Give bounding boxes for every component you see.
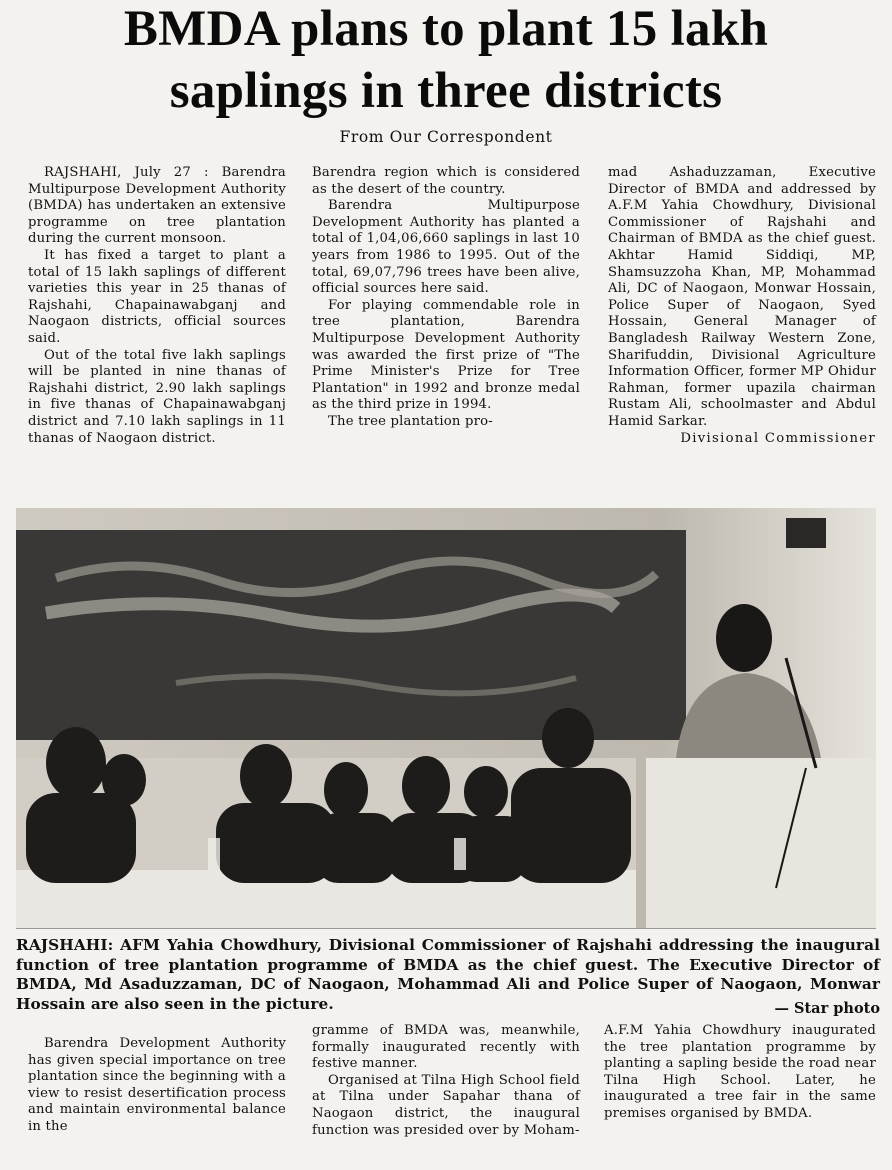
paragraph: It has fixed a target to plant a total of 15 lakh saplings of different varieties this year in 25 thanas of Rajshahi, Chapainawabganj and Naogaon districts, official sources said. bbox=[28, 247, 286, 346]
article-column-2 bbox=[312, 165, 580, 431]
banner bbox=[16, 530, 686, 740]
photo-image bbox=[16, 508, 876, 928]
podium bbox=[646, 758, 876, 928]
paragraph: Organised at Tilna High School field at Tilna under Sapahar thana of Naogaon district, the inaugural function was presided over by Moham- bbox=[312, 1072, 580, 1138]
paragraph: For playing commendable role in tree plantation, Barendra Multipurpose Development Authority was awarded the first prize of "The Prime Minister's Prize for Tree Plantation" in 1992 and bronze medal as the third prize in 1994. bbox=[312, 297, 580, 413]
paragraph: Divisional Commissioner bbox=[680, 430, 876, 446]
paragraph: Barendra Development Authority has given special importance on tree plantation since the beginning with a view to resist desertification process and maintain environmental balance in the bbox=[28, 1036, 286, 1134]
paragraph: The tree plantation pro- bbox=[328, 413, 493, 429]
speaker bbox=[716, 604, 772, 672]
article-column-1 bbox=[28, 165, 286, 447]
photo-caption: RAJSHAHI: AFM Yahia Chowdhury, Divisional Commissioner of Rajshahi addressing the inaugural function of tree plantation programme of BMDA as the chief guest. The Executive Director of BMDA, Md Asaduzzaman, DC of Naogaon, Mohammad Ali and Police Super of Naogaon, Monwar Hossain are also seen in the picture. bbox=[16, 936, 880, 1013]
article-column-5 bbox=[312, 1023, 580, 1139]
paragraph: A.F.M Yahia Chowdhury inaugurated the tree plantation programme by planting a sapling beside the road near Tilna High School. Later, he inaugurated a tree fair in the same premises organised by BMDA. bbox=[604, 1023, 876, 1121]
article-column-3 bbox=[608, 165, 876, 447]
paragraph: mad Ashaduzzaman, Executive Director of BMDA and addressed by A.F.M Yahia Chowdhury, Divisional Commissioner of Rajshahi and Chairman of BMDA as the chief guest. Akhtar Hamid Siddiqi, MP, Shamsuzzoha Khan, MP, Mohammad Ali, DC of Naogaon, Monwar Hossain, Police Super of Naogaon, Syed Hossain, General Manager of Bangladesh Railway Western Zone, Sharifuddin, Divisional Agriculture Information Officer, former MP Ohidur Rahman, former upazila chairman Rustam Ali, schoolmaster and Abdul Hamid Sarkar. bbox=[608, 165, 876, 429]
paragraph: gramme of BMDA was, meanwhile, formally inaugurated recently with festive manner. bbox=[312, 1023, 580, 1072]
headline-line-2: saplings in three districts bbox=[169, 63, 723, 119]
article-column-4 bbox=[28, 1036, 286, 1136]
byline: From Our Correspondent bbox=[339, 128, 553, 146]
paragraph: Barendra Multipurpose Development Authority has planted a total of 1,04,06,660 saplings in last 10 years from 1986 to 1995. Out of the total, 69,07,796 trees have been alive, official sources here said. bbox=[312, 198, 580, 297]
photo-credit: — Star photo bbox=[774, 1000, 880, 1017]
paragraph: Barendra region which is considered as the desert of the country. bbox=[312, 165, 580, 197]
paragraph: RAJSHAHI, July 27 : Barendra Multipurpose Development Authority (BMDA) has undertaken an extensive programme on tree plantation during the current monsoon. bbox=[28, 165, 286, 247]
paragraph: Out of the total five lakh saplings will be planted in nine thanas of Rajshahi district, 2.90 lakh saplings in five thanas of Chapainawabganj district and 7.10 lakh saplings in 11 thanas of Naogaon district. bbox=[28, 347, 286, 446]
headline-line-1: BMDA plans to plant 15 lakh bbox=[123, 1, 769, 57]
news-photo bbox=[16, 508, 876, 929]
article-column-6 bbox=[604, 1023, 876, 1123]
